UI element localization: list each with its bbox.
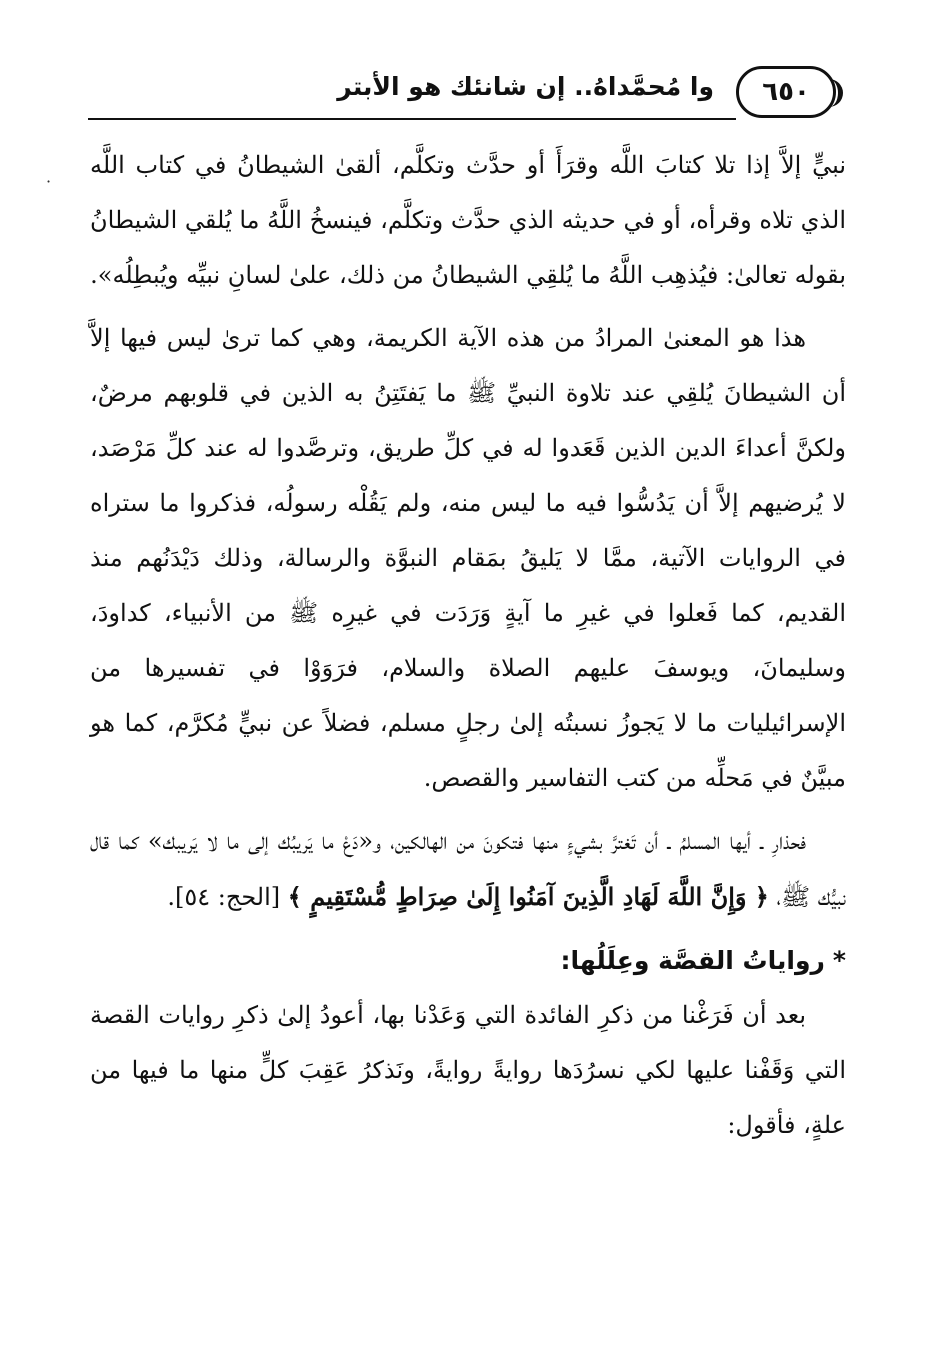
paragraph-4: بعد أن فَرَغْنا من ذكرِ الفائدة التي وَعَدْنا بها، أعودُ إلىٰ ذكرِ روايات القصة التي وَقَفْنا عليها لكي نسرُدَها روايةً روايةً، ونَذكرُ عَقِبَ كلٍّ منها ما فيها من علةٍ، فأقول: bbox=[90, 1001, 846, 1139]
section-heading bbox=[90, 933, 846, 988]
heading-star: * bbox=[832, 946, 846, 975]
paragraph-1: نبيٍّ إلاَّ إذا تلا كتابَ اللَّه وقرَأَ أو حدَّث وتكلَّم، ألقىٰ الشيطانُ في كتاب اللَّه الذي تلاه وقرأه، أو في حديثه الذي حدَّث وتكلَّم، فينسخُ اللَّهُ ما يُلقي الشيطانُ بقوله تعالىٰ: فيُذهِب اللَّهُ ما يُلقِي الشيطانُ من ذلك، علىٰ لسانِ نبيِّه ويُبطِلُه». bbox=[90, 151, 846, 289]
heading-text: رواياتُ القصَّة وعِلَلُها: bbox=[560, 946, 825, 975]
quran-verse: ﴿ وَإِنَّ اللَّهَ لَهَادِ الَّذِينَ آمَنُوا إِلَىٰ صِرَاطٍ مُّسْتَقِيمٍ ﴾ bbox=[287, 882, 769, 911]
header-rule bbox=[88, 118, 736, 120]
paragraph-3 bbox=[90, 814, 846, 925]
page-number: ٦٥٠ bbox=[736, 66, 836, 118]
margin-mark: · bbox=[46, 172, 52, 191]
page-body bbox=[90, 138, 846, 1153]
page-header bbox=[88, 62, 836, 124]
paragraph-2: هذا هو المعنىٰ المرادُ من هذه الآية الكريمة، وهي كما ترىٰ ليس فيها إلاَّ أن الشيطانَ يُلقِي عند تلاوة النبيِّ ﷺ ما يَفتَتِنُ به الذين في قلوبهم مرضٌ، ولكنَّ أعداءَ الدين الذين قَعَدوا له في كلِّ طريق، وترصَّدوا له عند كلِّ مَرْصَد، لا يُرضيهم إلاَّ أن يَدُسُّوا فيه ما ليس منه، ولم يَقُلْه رسولُه، فذكروا ما ستراه في الروايات الآتية، ممَّا لا يَليقُ بمَقام النبوَّة والرسالة، وذلك دَيْدَنُهم منذ القديم، كما فَعلوا في غيرِ ما آيةٍ وَرَدَت في غيرِه ﷺ من الأنبياء، كداودَ، وسليمانَ، ويوسفَ عليهم الصلاة والسلام، فرَوَوْا في تفسيرها من الإسرائيليات ما لا يَجوزُ نسبتُه إلىٰ رجلٍ مسلم، فضلاً عن نبيٍّ مُكرَّم، كما هو مبيَّنٌ في مَحلِّه من كتب التفاسير والقصص. bbox=[90, 324, 846, 792]
verse-reference: [الحج: ٥٤]. bbox=[167, 883, 281, 911]
paragraph-3-text: فحذارِ ـ أيها المسلمُ ـ أن تَغترَّ بشيءٍ منها فتكونَ من الهالكين، و«دَعْ ما يَريبُك إلى ما لا يَريبك» كما قال نبيُّك ﷺ، bbox=[90, 827, 846, 911]
running-title: وا مُحمَّداهُ.. إن شانئك هو الأبتر bbox=[337, 72, 714, 101]
